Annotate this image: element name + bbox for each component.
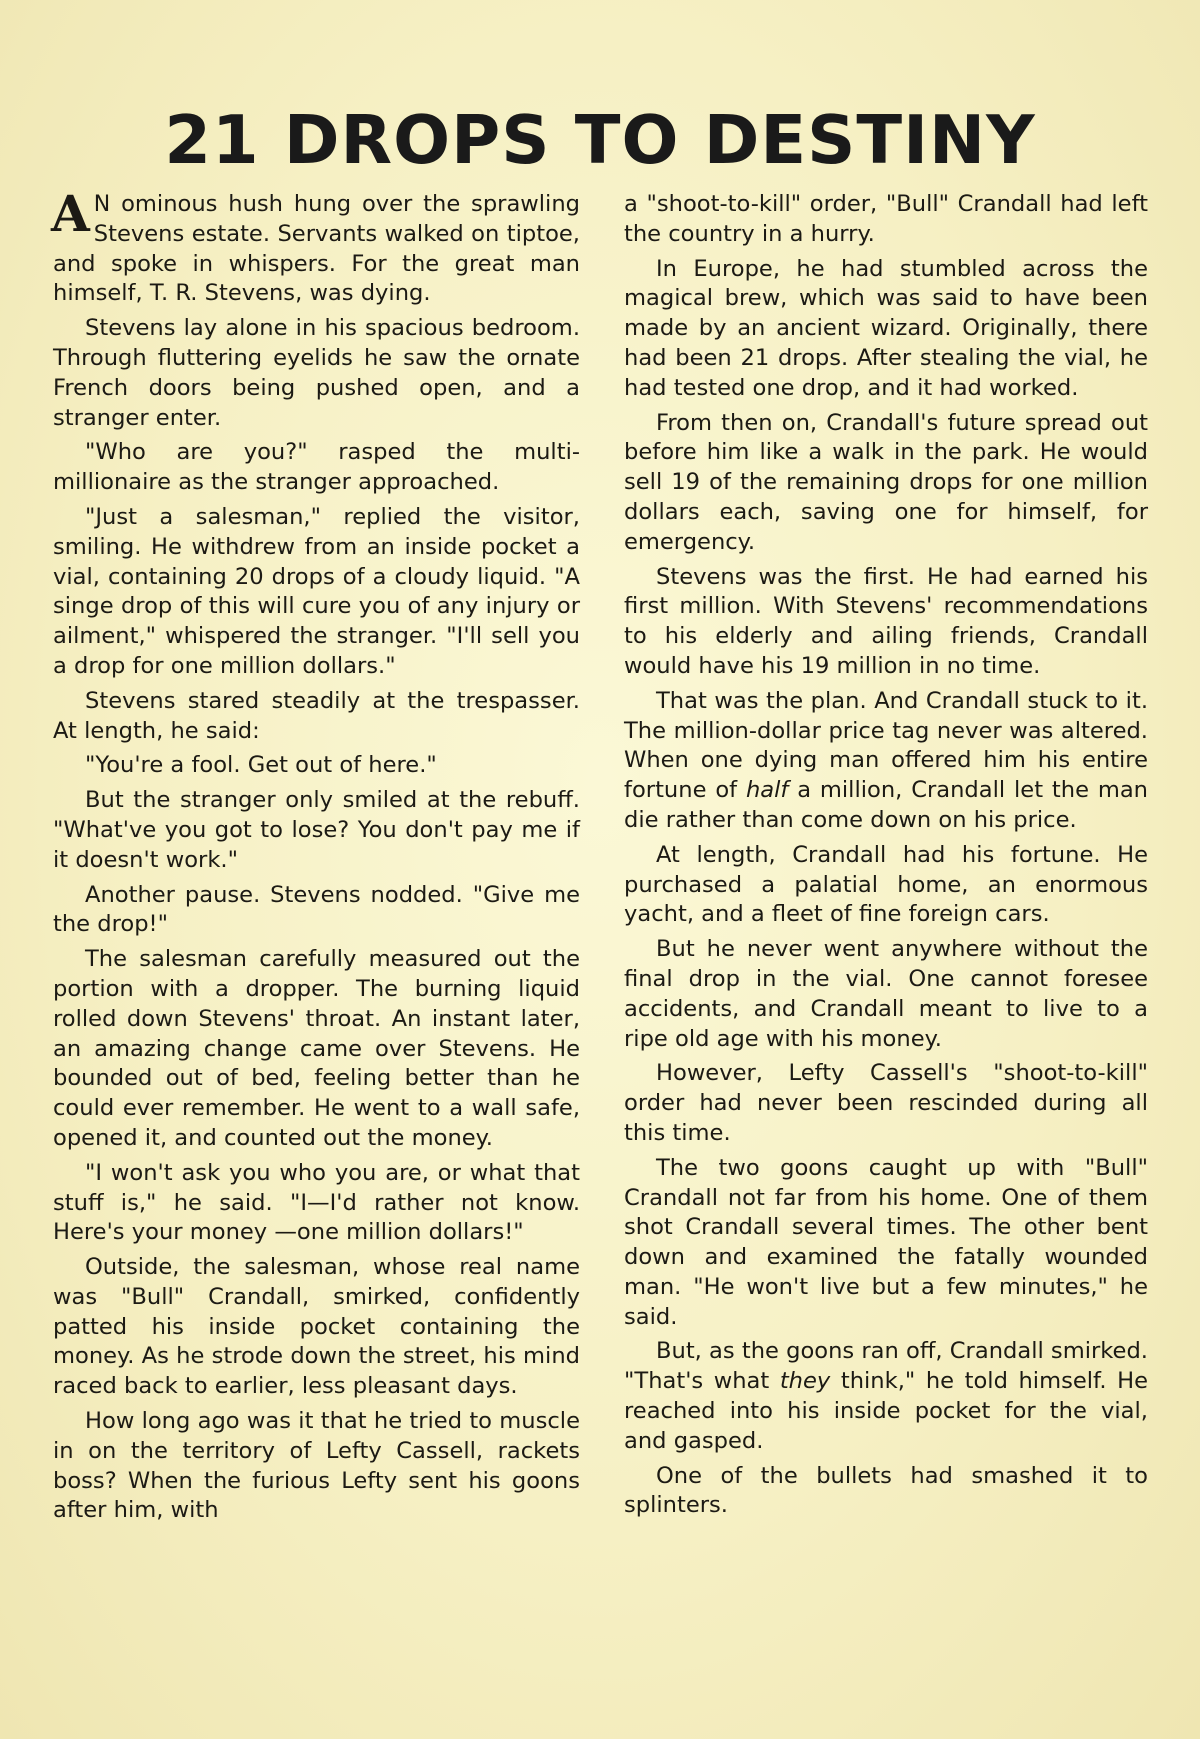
paragraph: How long ago was it that he tried to muscle in on the territory of Lefty Cassell, rackets boss? When the furious Lefty sent his goons after him, with: [53, 1408, 580, 1524]
paragraph: Outside, the salesman, whose real name was "Bull" Crandall, smirked, confidently patted his inside pocket containing the money. As he strode down the street, his mind raced back to earlier, less pleasant days.: [53, 1254, 580, 1400]
paragraph: "Who are you?" rasped the multi-millionaire as the stranger approached.: [53, 439, 580, 496]
continued-paragraph: a "shoot-to-kill" order, "Bull" Crandall had left the country in a hurry.: [624, 191, 1148, 247]
opening-text: ominous hush hung over the sprawling Stevens estate. Servants walked on tiptoe, and spoke in whispers. For the great man himself, T. R. Stevens, was dying.: [53, 191, 580, 307]
drop-cap: A: [51, 184, 90, 243]
italic-word-half: half: [745, 777, 789, 804]
story-title: 21 DROPS TO DESTINY: [164, 101, 1036, 179]
paragraph: From then on, Crandall's future spread out before him like a walk in the park. He would sell 19 of the remaining drops for one million dollars each, saving one for himself, for emergency.: [624, 409, 1148, 555]
paragraph: At length, Crandall had his fortune. He purchased a palatial home, an enormous yacht, and a fleet of fine foreign cars.: [624, 841, 1148, 928]
paragraph: But the stranger only smiled at the rebuff. "What've you got to lose? You don't pay me if it doesn't work.": [53, 787, 580, 873]
last-paragraph: One of the bullets had smashed it to splinters.: [624, 1462, 1148, 1519]
paragraph: "Just a salesman," replied the visitor, smiling. He withdrew from an inside pocket a vial, containing 20 drops of a cloudy liquid. "A singe drop of this will cure you of any injury or ailment," whispered the stranger. "I'll sell you a drop for one million dollars.": [53, 503, 580, 679]
paragraph: Stevens stared steadily at the trespasser. At length, he said:: [53, 687, 580, 744]
left-column: [51, 184, 580, 1531]
opening-small-cap: N: [93, 192, 111, 217]
paragraph-text: But, as the goons ran off, Crandall smirked. "That's what: [624, 1338, 1148, 1395]
paragraph: However, Lefty Cassell's "shoot-to-kill" order had never been rescinded during all this time.: [624, 1060, 1148, 1146]
italic-word-they: they: [779, 1368, 831, 1395]
paragraph-text: a million, Crandall let the man die rather than come down on his price.: [624, 777, 1148, 833]
paragraph-text: That was the plan. And Crandall stuck to it. The million-dollar price tag never was altered. When one dying man offered him his entire fortune of: [624, 687, 1148, 804]
paragraph: In Europe, he had stumbled across the magical brew, which was said to have been made by an ancient wizard. Originally, there had been 21 drops. After stealing the vial, he had tested one drop, and it had worked.: [624, 255, 1148, 401]
paragraph: "You're a fool. Get out of here.": [85, 752, 437, 779]
paragraph: The salesman carefully measured out the portion with a dropper. The burning liquid rolled down Stevens' throat. An instant later, an amazing change came over Stevens. He bounded out of bed, feeling better than he could ever remember. He went to a wall safe, opened it, and counted out the money.: [53, 946, 580, 1151]
paragraph: Stevens lay alone in his spacious bedroom. Through fluttering eyelids he saw the ornate French doors being pushed open, and a stranger enter.: [53, 315, 580, 431]
right-column: [624, 190, 1148, 1526]
paragraph: Stevens was the first. He had earned his first million. With Stevens' recommendations to his elderly and ailing friends, Crandall would have his 19 million in no time.: [624, 563, 1148, 679]
opening-paragraph: [51, 184, 580, 309]
paragraph: [624, 687, 1148, 836]
paragraph: But he never went anywhere without the final drop in the vial. One cannot foresee accidents, and Crandall meant to live to a ripe old age with his money.: [624, 936, 1148, 1052]
paragraph: [624, 1337, 1148, 1456]
paragraph: The two goons caught up with "Bull" Crandall not far from his home. One of them shot Crandall several times. The other bent down and examined the fatally wounded man. "He won't live but a few minutes," he said.: [624, 1154, 1148, 1330]
paragraph-text: think," he told himself. He reached into his inside pocket for the vial, and gasped.: [624, 1368, 1148, 1454]
paragraph: Another pause. Stevens nodded. "Give me the drop!": [53, 881, 580, 938]
paragraph: "I won't ask you who you are, or what that stuff is," he said. "I—I'd rather not know. Here's your money —one million dollars!": [53, 1159, 580, 1246]
